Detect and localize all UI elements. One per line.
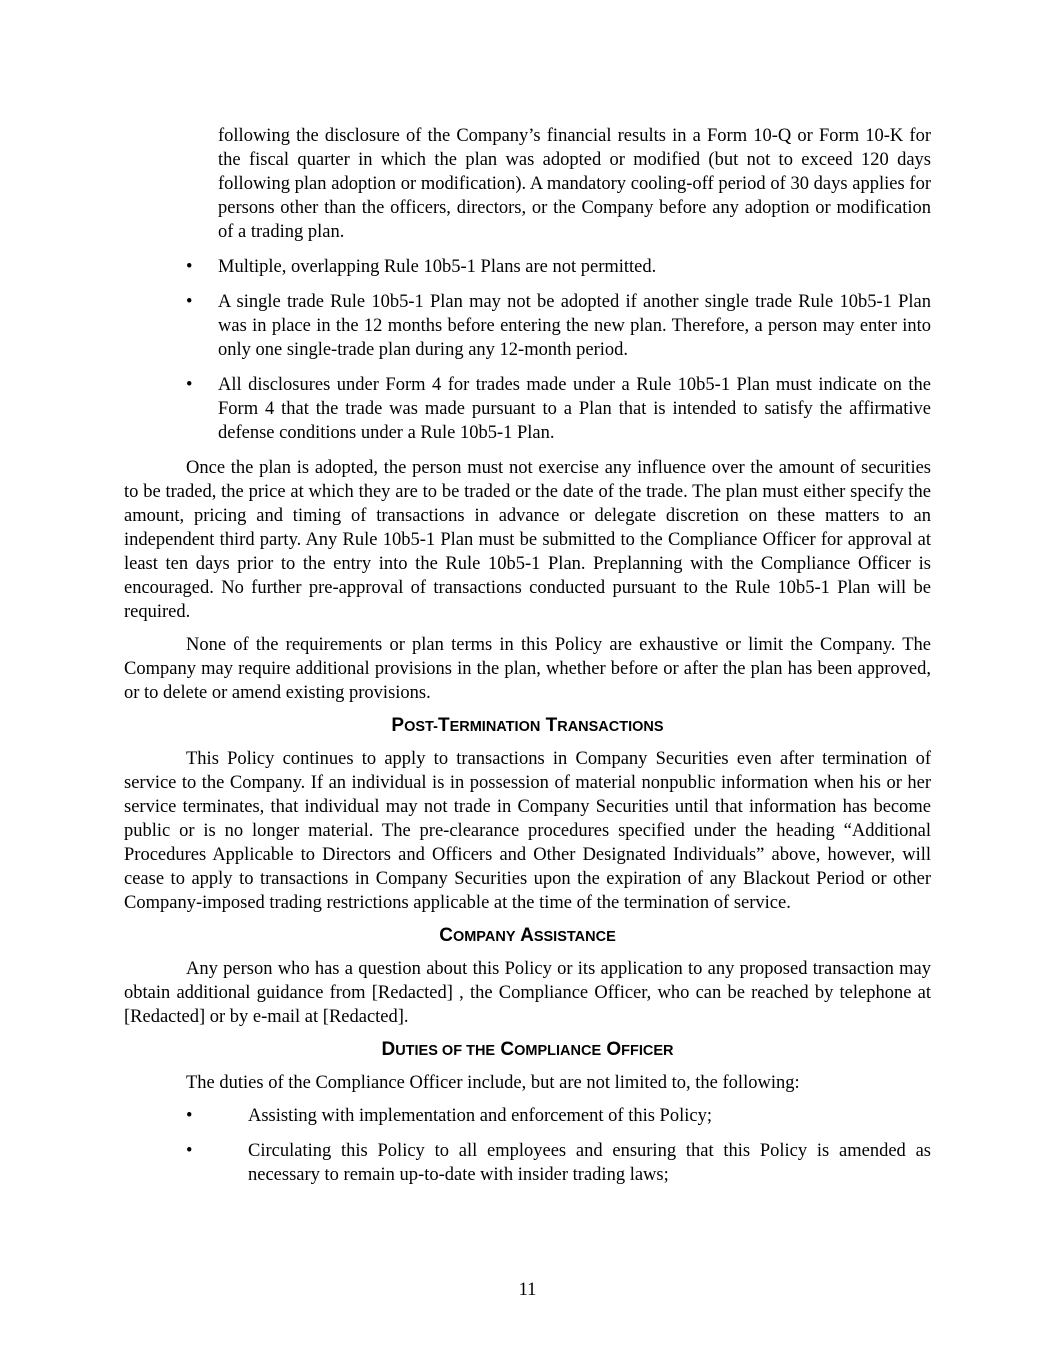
requirements-paragraph: None of the requirements or plan terms in this Policy are exhaustive or limit the Company. The Company may require additional provisions in the plan, whether before or after the plan has been approved, or to delete or amend existing provisions. [124,635,931,703]
list-item-text: A single trade Rule 10b5-1 Plan may not be adopted if another single trade Rule 10b5-1 Plan was in place in the 12 months before entering the new plan. Therefore, a person may enter into only one single-trade plan during any 12-month period. [218,292,931,360]
continuation-paragraph: following the disclosure of the Company’s financial results in a Form 10-Q or Form 10-K for the fiscal quarter in which the plan was adopted or modified (but not to exceed 120 days following plan adoption or modification). A mandatory cooling-off period of 30 days applies for persons other than the officers, directors, or the Company before any adoption or modification of a trading plan. [218,126,931,242]
bullet-icon: • [186,1141,193,1161]
section-heading-company-assistance: COMPANY ASSISTANCE [439,925,616,946]
list-item-text: Assisting with implementation and enforcement of this Policy; [248,1106,712,1126]
list-item-text: All disclosures under Form 4 for trades made under a Rule 10b5-1 Plan must indicate on the Form 4 that the trade was made pursuant to a Plan that is intended to satisfy the affirmative defense conditions under a Rule 10b5-1 Plan. [218,375,931,443]
plan-requirements-list [124,255,931,445]
bullet-icon: • [186,292,193,312]
post-termination-paragraph: This Policy continues to apply to transactions in Company Securities even after termination of service to the Company. If an individual is in possession of material nonpublic information when his or her service terminates, that individual may not trade in Company Securities until that information has become public or is no longer material. The pre-clearance procedures specified under the heading “Additional Procedures Applicable to Directors and Officers and Other Designated Individuals” above, however, will cease to apply to transactions in Company Securities upon the expiration of any Blackout Period or other Company-imposed trading restrictions applicable at the time of the termination of service. [124,749,931,913]
list-item-text: Circulating this Policy to all employees and ensuring that this Policy is amended as necessary to remain up-to-date with insider trading laws; [248,1141,931,1185]
bullet-icon: • [186,1106,193,1126]
duties-intro-paragraph: The duties of the Compliance Officer include, but are not limited to, the following: [186,1073,800,1093]
section-heading-post-termination: POST-TERMINATION TRANSACTIONS [391,715,664,736]
bullet-icon: • [186,257,193,277]
list-item [124,373,931,445]
list-item [124,1139,931,1187]
company-assistance-paragraph: Any person who has a question about this Policy or its application to any proposed transaction may obtain additional guidance from [Redacted] , the Compliance Officer, who can be reached by telephone at [Redacted] or by e-mail at [Redacted]. [124,959,931,1027]
list-item [124,255,931,279]
section-heading-compliance-duties: DUTIES OF THE COMPLIANCE OFFICER [381,1039,674,1060]
list-item-text: Multiple, overlapping Rule 10b5-1 Plans are not permitted. [218,257,657,277]
page-number: 11 [518,1280,537,1300]
document-page [124,124,931,1198]
list-item [124,1104,931,1128]
plan-adopted-paragraph: Once the plan is adopted, the person must not exercise any influence over the amount of securities to be traded, the price at which they are to be traded or the date of the trade. The plan must either specify the amount, pricing and timing of transactions in advance or delegate discretion on these matters to an independent third party. Any Rule 10b5-1 Plan must be submitted to the Compliance Officer for approval at least ten days prior to the entry into the Rule 10b5-1 Plan. Preplanning with the Compliance Officer is encouraged. No further pre-approval of transactions conducted pursuant to the Rule 10b5-1 Plan will be required. [124,458,931,622]
bullet-icon: • [186,375,193,395]
list-item [124,290,931,362]
duties-list [124,1104,931,1187]
